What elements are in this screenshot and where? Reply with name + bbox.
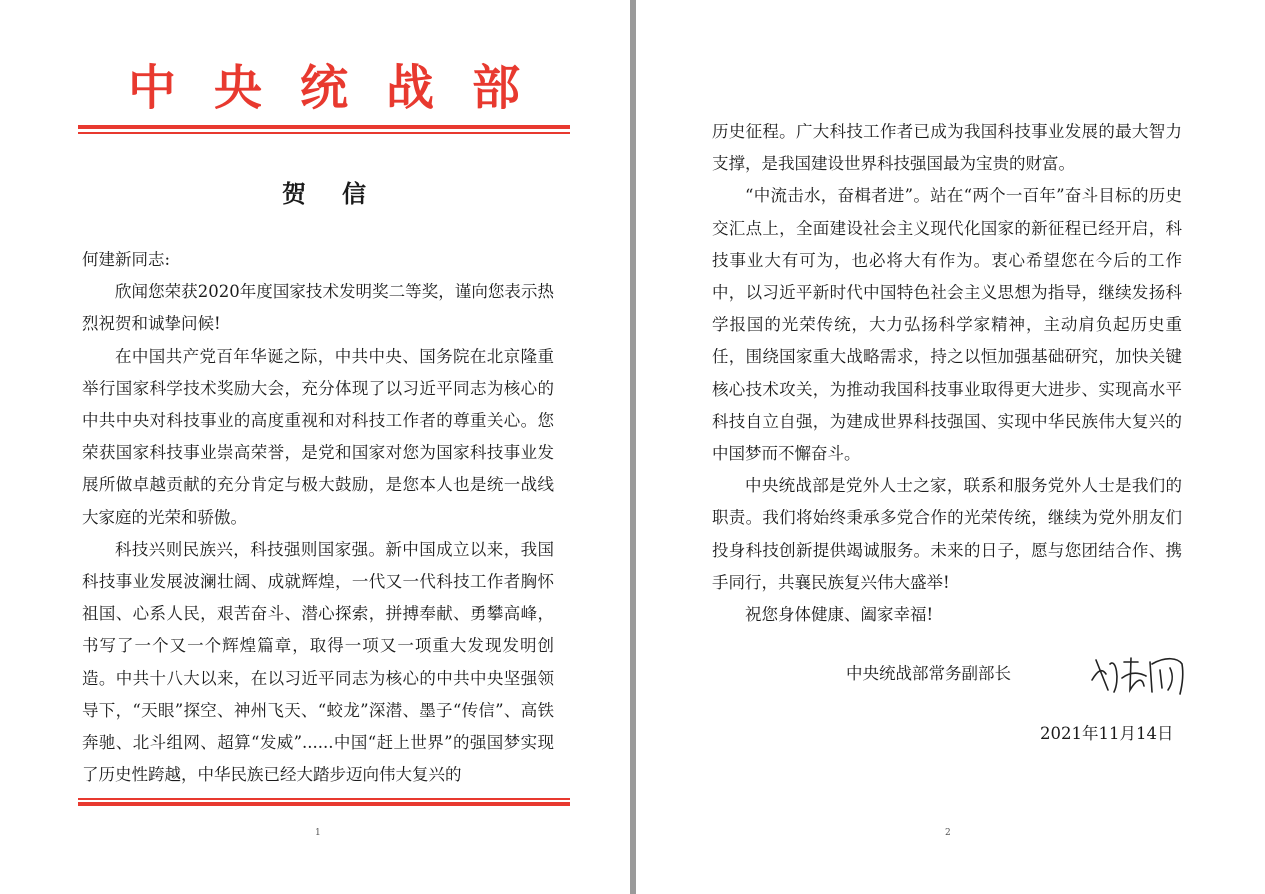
masthead-title: 中央统战部: [127, 60, 558, 116]
footer-red-line-thick: [78, 802, 570, 806]
salutation: 何建新同志:: [82, 250, 171, 269]
continuation-paragraph: 历史征程。广大科技工作者已成为我国科技事业发展的最大智力支撑，是我国建设世界科技强国最为宝贵的财富。: [712, 122, 1182, 174]
letter-date: 2021年11月14日: [1040, 724, 1174, 743]
paragraph: 中央统战部是党外人士之家，联系和服务党外人士是我们的职责。我们将始终秉承多党合作的光荣传统，继续为党外朋友们投身科技创新提供竭诚服务。未来的日子，愿与您团结合作、携手同行，共襄民族复兴伟大盛举!: [712, 476, 1182, 592]
paragraph: “中流击水，奋楫者进”。站在“两个一百年”奋斗目标的历史交汇点上，全面建设社会主义现代化国家的新征程已经开启，科技事业大有可为，也必将大有作为。衷心希望您在今后的工作中，以习近平新时代中国特色社会主义思想为指导，继续发扬科学报国的光荣传统，大力弘扬科学家精神，主动肩负起历史重任，围绕国家重大战略需求，持之以恒加强基础研究，加快关键核心技术攻关，为推动我国科技事业取得更大进步、实现高水平科技自立自强，为建成世界科技强国、实现中华民族伟大复兴的中国梦而不懈奋斗。: [712, 186, 1182, 464]
page-number: 1: [315, 828, 321, 838]
handwritten-signature: [1086, 650, 1194, 698]
masthead-red-line-thin: [78, 132, 570, 134]
page-number: 2: [945, 828, 951, 838]
letter-page-1: [0, 0, 630, 894]
paragraph: 在中国共产党百年华诞之际，中共中央、国务院在北京隆重举行国家科学技术奖励大会，充分体现了以习近平同志为核心的中共中央对科技事业的高度重视和对科技工作者的尊重关心。您荣获国家科技事业崇高荣誉，是党和国家对您为国家科技事业发展所做卓越贡献的充分肯定与极大鼓励，是您本人也是统一战线大家庭的光荣和骄傲。: [82, 346, 554, 527]
signer-title: 中央统战部常务副部长: [846, 664, 1011, 683]
letter-body-page-1: [82, 244, 554, 791]
letter-title: 贺信: [282, 179, 402, 208]
paragraph: 科技兴则民族兴，科技强则国家强。新中国成立以来，我国科技事业发展波澜壮阔、成就辉煌，一代又一代科技工作者胸怀祖国、心系人民，艰苦奋斗、潜心探索，拼搏奉献、勇攀高峰，书写了一个又一个辉煌篇章，取得一项又一项重大发现发明创造。中共十八大以来，在以习近平同志为核心的中共中央坚强领导下，“天眼”探空、神州飞天、“蛟龙”深潜、墨子“传信”、高铁奔驰、北斗组网、超算“发威”......中国“赶上世界”的强国梦实现了历史性跨越，中华民族已经大踏步迈向伟大复兴的: [82, 539, 554, 785]
paragraph: 祝您身体健康、阖家幸福!: [745, 605, 934, 625]
letter-body-page-2: [712, 116, 1182, 631]
paragraph: 欣闻您荣获2020年度国家技术发明奖二等奖，谨向您表示热烈祝贺和诚挚问候!: [82, 282, 554, 334]
footer-red-line-thin: [78, 798, 570, 800]
masthead-red-line-thick: [78, 125, 570, 129]
